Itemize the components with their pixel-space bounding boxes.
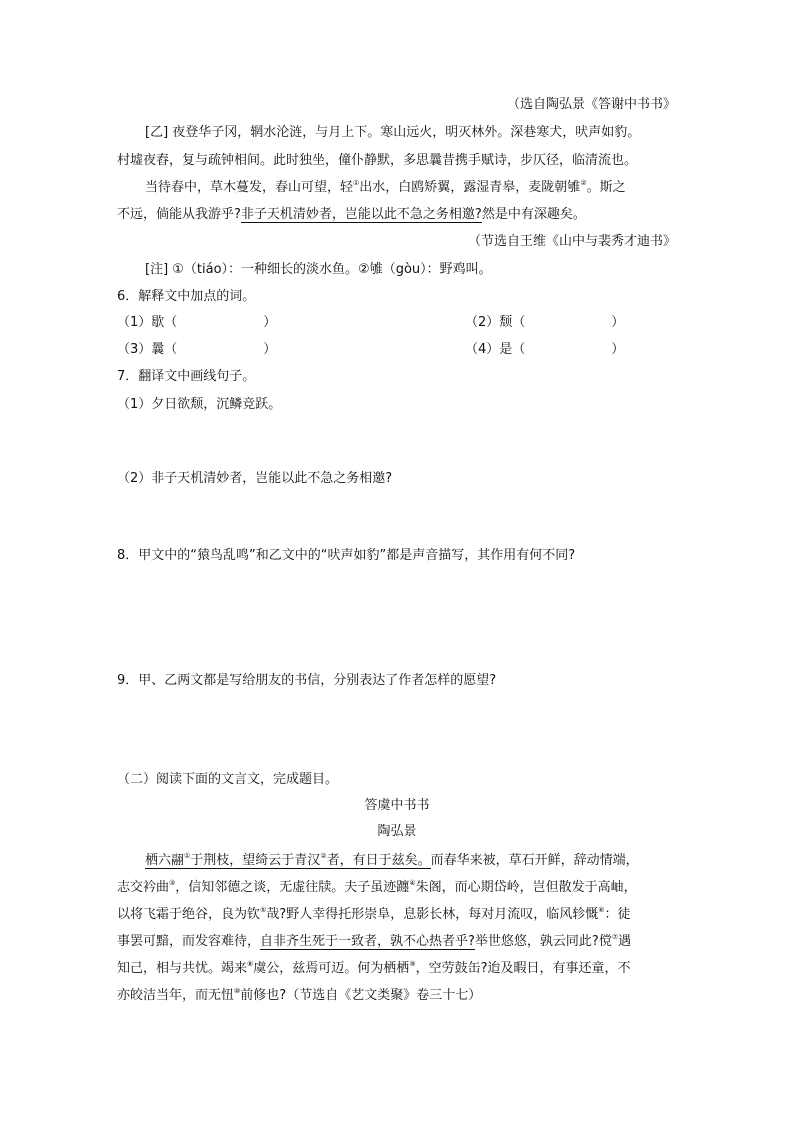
source-jia: （选自陶弘景《答谢中书书》 (506, 97, 676, 112)
part2-line-3: 以将飞霜于绝谷，良为钦⑤哉?野人幸得托形崇阜，息影长林，每对月流叹，临风轸慨⑥：徒 (117, 906, 631, 922)
underlined-sentence: 非子天机清妙者，岂能以此不急之务相邀? (240, 207, 482, 222)
yi-line-4: 不远，倘能从我游乎?非子天机清妙者，岂能以此不急之务相邀?然是中有深趣矣。 (117, 207, 586, 222)
q8: 8．甲文中的“猿鸟乱鸣”和乙文中的“吠声如豹”都是声音描写，其作用有何不同? (117, 548, 576, 563)
yi-line-3: 当待春中，草木蔓发，春山可望，轻①出水，白鸥矫翼，露湿青皋，麦陇朝雊②。斯之 (145, 179, 626, 195)
q7-sentence-2: （2）非子天机清妙者，岂能以此不急之务相邀? (117, 471, 393, 486)
part2-line-6: 亦皎洁当年，而无忸⑩前修也?（节选自《艺文类聚》卷三十七） (117, 987, 482, 1003)
part2-line-2: 志交衿曲③，信知邻德之谈，无虚往牍。夫子虽迹躔④朱阁，而心期岱岭，岂但散发于高岫， (117, 879, 637, 895)
part2-title: 答虞中书书 (364, 798, 430, 813)
underlined-sentence: 自非齐生死于一致者，孰不心热者乎? (260, 934, 475, 949)
q6-title: 6．解释文中加点的词。 (117, 289, 256, 304)
source-yi: （节选自王维《山中与裴秀才迪书》 (467, 234, 676, 249)
q9: 9．甲、乙两文都是写给朋友的书信，分别表达了作者怎样的愿望? (117, 673, 497, 688)
q6-row-2: （3）曩（ ） （4）是（ ） (117, 342, 625, 357)
q6-row-1: （1）歇（ ） （2）颓（ ） (117, 315, 625, 330)
part2-line-1: 栖六翮①于荆枝，望绮云于青汉②者，有日于兹矣。而春华来被，草石开鲜，辞动情端， (145, 852, 639, 868)
q7-sentence-1: （1）夕日欲颓，沉鳞竞跃。 (117, 397, 282, 412)
yi-line-2: 村墟夜舂，复与疏钟相间。此时独坐，僮仆静默，多思曩昔携手赋诗，步仄径，临清流也。 (117, 153, 638, 168)
part2-heading: （二）阅读下面的文言文，完成题目。 (117, 772, 339, 787)
part2-author: 陶弘景 (377, 824, 417, 839)
yi-line-1: [乙] 夜登华子冈，辋水沦涟，与月上下。寒山远火，明灭林外。深巷寒犬，吠声如豹。 (145, 125, 641, 140)
q7-title: 7．翻译文中画线句子。 (117, 369, 256, 384)
note: [注] ①（tiáo）：一种细长的淡水鱼。②雊（gòu）：野鸡叫。 (145, 262, 492, 277)
part2-line-4: 事罢可黯，而发容难待，自非齐生死于一致者，孰不心热者乎?举世悠悠，孰云同此?傥⑦遇 (117, 933, 632, 949)
part2-line-5: 知己，相与共忧。竭来⑧虞公，兹焉可迈。何为栖栖⑨，空劳鼓缶?迨及暇日，有事还童，不 (117, 960, 631, 976)
